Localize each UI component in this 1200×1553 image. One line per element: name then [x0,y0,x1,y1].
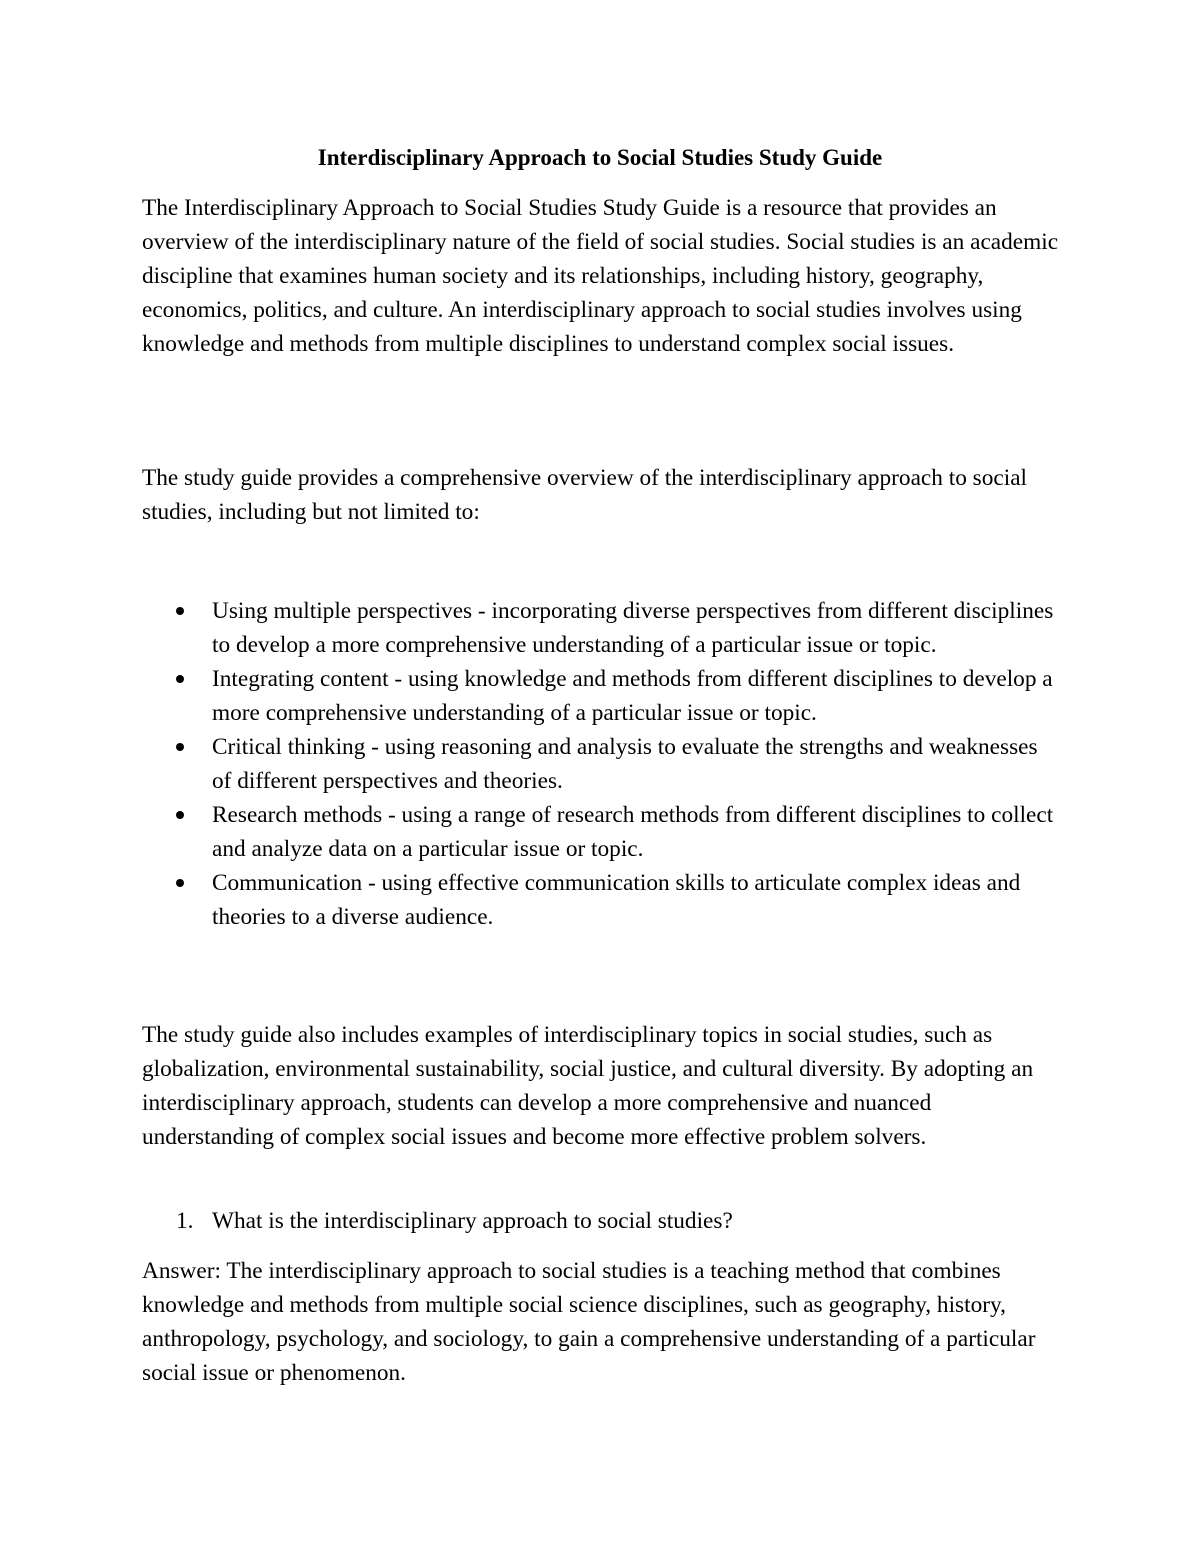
bullet-icon [176,879,184,887]
bullet-icon [176,675,184,683]
list-item [142,594,1062,662]
bullet-icon [176,811,184,819]
examples-paragraph: The study guide also includes examples of interdisciplinary topics in social studies, such as globalization, environmental sustainability, social justice, and cultural diversity. By adopting an interdisciplinary approach, students can develop a more comprehensive and nuanced understanding of complex social issues and become more effective problem solvers. [142,1022,1034,1150]
bullet-icon [176,607,184,615]
bullet-list [142,594,1062,934]
list-item-text: Critical thinking - using reasoning and analysis to evaluate the strengths and weaknesses of different perspectives and theories. [212,734,1038,794]
question-number: 1. [176,1208,194,1234]
list-item-text: Using multiple perspectives - incorporating diverse perspectives from different disciplines to develop a more comprehensive understanding of a particular issue or topic. [212,598,1054,658]
intro-paragraph: The Interdisciplinary Approach to Social Studies Study Guide is a resource that provides an overview of the interdisciplinary nature of the field of social studies. Social studies is an academic discipline that examines human society and its relationships, including history, geography, economics, politics, and culture. An interdisciplinary approach to social studies involves using knowledge and methods from multiple disciplines to understand complex social issues. [142,195,1059,357]
list-item [142,798,1062,866]
guide-paragraph: The study guide provides a comprehensive overview of the interdisciplinary approach to social studies, including but not limited to: [142,465,1028,525]
answer-paragraph: Answer: The interdisciplinary approach to social studies is a teaching method that combines knowledge and methods from multiple social science disciplines, such as geography, history, anthropology, psychology, and sociology, to gain a comprehensive understanding of a particular social issue or phenomenon. [142,1258,1036,1386]
bullet-icon [176,743,184,751]
list-item [142,730,1062,798]
list-item-text: Integrating content - using knowledge and methods from different disciplines to develop a more comprehensive understanding of a particular issue or topic. [212,666,1053,726]
list-item-text: Research methods - using a range of research methods from different disciplines to collect and analyze data on a particular issue or topic. [212,802,1054,862]
page-title: Interdisciplinary Approach to Social Studies Study Guide [317,145,883,170]
question-text: What is the interdisciplinary approach to social studies? [212,1208,733,1234]
list-item [142,866,1062,934]
question-item [142,1204,1062,1238]
list-item-text: Communication - using effective communication skills to articulate complex ideas and theories to a diverse audience. [212,870,1021,930]
list-item [142,662,1062,730]
